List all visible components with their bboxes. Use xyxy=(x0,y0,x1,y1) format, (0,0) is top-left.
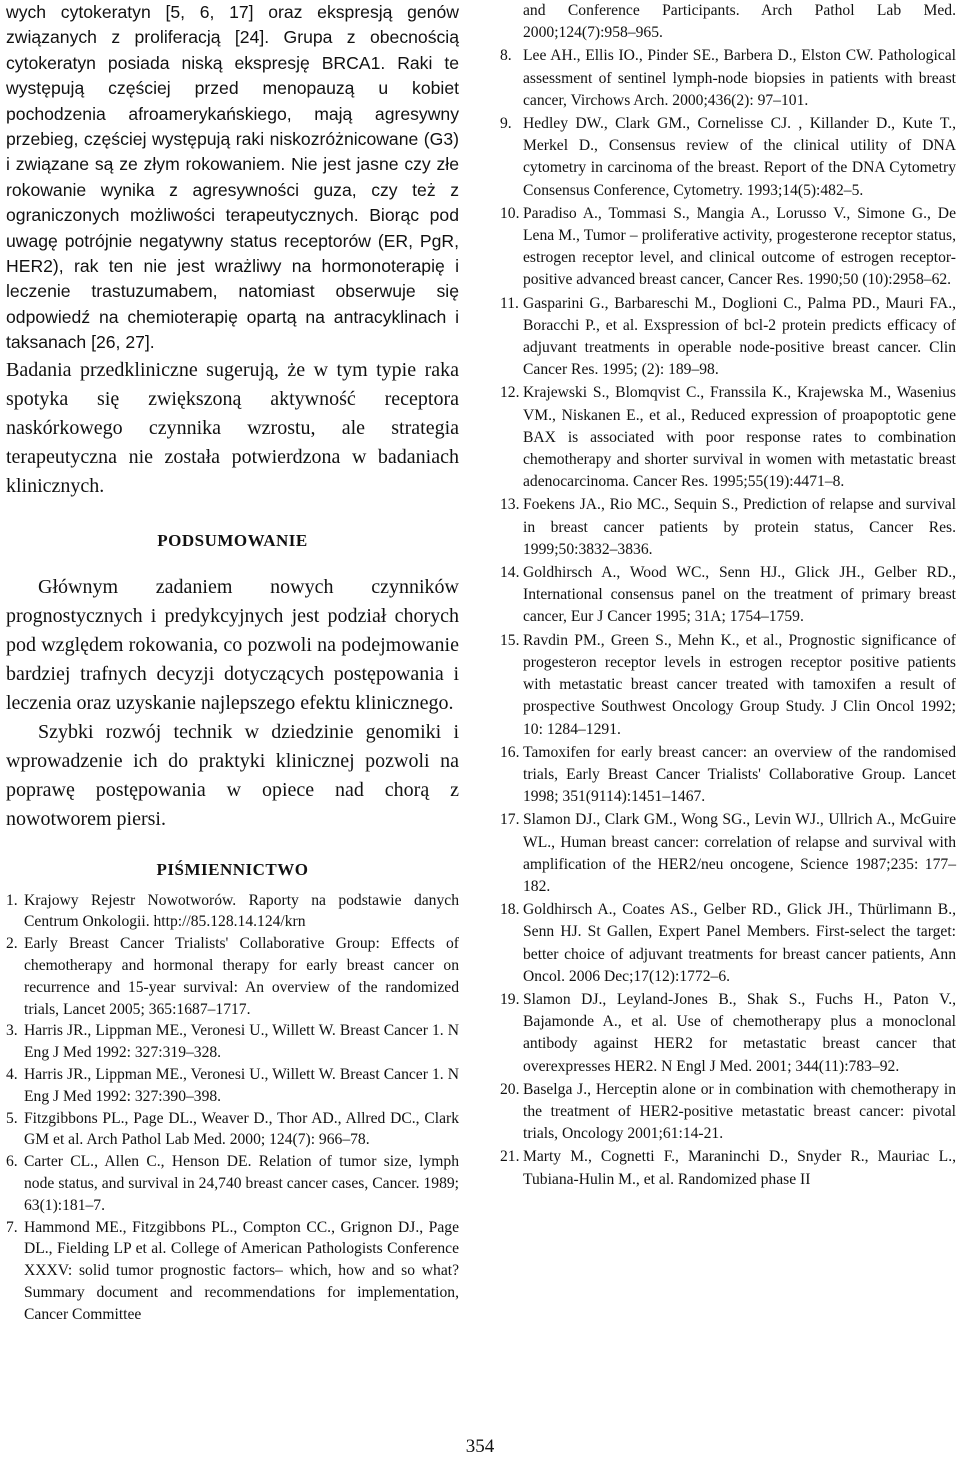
right-column xyxy=(500,0,956,1192)
reference-item xyxy=(500,1079,956,1146)
references-list-left xyxy=(6,890,459,1326)
reference-number: 2. xyxy=(6,935,18,953)
reference-item xyxy=(6,1108,459,1152)
reference-item xyxy=(6,1020,459,1064)
reference-item xyxy=(500,113,956,202)
reference-item xyxy=(500,293,956,382)
reference-number: 10. xyxy=(500,204,520,222)
reference-number: 14. xyxy=(500,564,520,582)
reference-item xyxy=(500,203,956,292)
reference-text: Hedley DW., Clark GM., Cornelisse CJ. , Killander D., Kute T., Merkel D., Consensus review of the clinical utility of DNA cytometry in carcinoma of the breast. Report of the DNA Cytometry Consensus Conference, Cytometry. 1993;14(5):482–5. xyxy=(523,115,956,199)
reference-text: Krajewski S., Blomqvist C., Franssila K., Krajewska M., Wasenius VM., Niskanen E., et al., Reduced expression of proapoptotic gene BAX is associated with poor response rates to combination chemotherapy and shorter survival in women with metastatic breast adenocarcinoma. Cancer Res. 1995;55(19):4471–8. xyxy=(523,384,956,491)
reference-item xyxy=(6,933,459,1020)
reference-number: 13. xyxy=(500,496,520,514)
reference-item xyxy=(500,809,956,898)
reference-text: Slamon DJ., Clark GM., Wong SG., Levin WJ., Ullrich A., McGuire WL., Human breast cancer: correlation of relapse and survival with amplification of the HER2/neu oncogene, Science 1987;235: 177–182. xyxy=(523,811,956,895)
reference-item xyxy=(500,45,956,112)
reference-text: Krajowy Rejestr Nowotworów. Raporty na podstawie danych Centrum Onkologii. http://85.128.14.124/krn xyxy=(24,891,459,931)
reference-item xyxy=(500,630,956,741)
reference-text: Harris JR., Lippman ME., Veronesi U., Willett W. Breast Cancer 1. N Eng J Med 1992: 327:390–398. xyxy=(24,1066,459,1105)
reference-number: 3. xyxy=(6,1022,18,1040)
reference-text: Paradiso A., Tommasi S., Mangia A., Lorusso V., Simone G., De Lena M., Tumor – proliferative activity, progesterone receptor status, estrogen receptor level, and clinical outcome of estrogen receptor-positive advanced breast cancer, Cancer Res. 1990;50 (10):2958–62. xyxy=(523,204,956,289)
left-column xyxy=(6,0,459,1326)
reference-item xyxy=(500,494,956,561)
reference-item xyxy=(500,742,956,809)
reference-text: Fitzgibbons PL., Page DL., Weaver D., Thor AD., Allred DC., Clark GM et al. Arch Pathol Lab Med. 2000; 124(7): 966–78. xyxy=(24,1109,459,1149)
reference-item xyxy=(6,890,459,934)
reference-number: 21. xyxy=(500,1148,520,1166)
reference-text: Goldhirsch A., Wood WC., Senn HJ., Glick JH., Gelber RD., International consensus panel on the treatment of primary breast cancer, Eur J Cancer 1995; 31A; 1754–1759. xyxy=(523,564,956,626)
reference-item xyxy=(6,1151,459,1216)
reference-number: 16. xyxy=(500,743,520,761)
reference-number: 11. xyxy=(500,294,519,312)
reference-text: Foekens JA., Rio MC., Sequin S., Prediction of relapse and survival in breast cancer patients by protein status, Cancer Res. 1999;50:3832–3836. xyxy=(523,496,956,558)
reference-number: 17. xyxy=(500,811,520,829)
reference-number: 20. xyxy=(500,1080,520,1098)
reference-item xyxy=(6,1064,459,1108)
reference-item xyxy=(6,1217,459,1326)
body-paragraph-1: wych cytokeratyn [5, 6, 17] oraz ekspresją genów związanych z proliferacją [24]. Grupa z obecnością cytokeratyn posiada niską ekspresję BRCA1. Raki te występują częściej przed menopauzą u kobiet pochodzenia afroamerykańskiego, mają agresywny przebieg, częściej występują raki niskozróżnicowane (G3) i związane są ze złym rokowaniem. Nie jest jasne czy złe rokowanie wynika z agresywności guza, czy też z ograniczonych możliwości terapeutycznych. Biorąc pod uwagę potrójnie negatywny status receptorów (ER, PgR, HER2), rak ten nie jest wrażliwy na hormonoterapię i leczenie trastuzumabem, natomiast obserwuje się odpowiedź na chemioterapię opartą na antracyklinach i taksanach [26, 27]. xyxy=(6,2,459,353)
reference-item xyxy=(500,562,956,629)
reference-text: Tamoxifen for early breast cancer: an overview of the randomised trials, Early Breast Cancer Trialists' Collaborative Group. Lancet 1998; 351(9114):1451–1467. xyxy=(523,743,956,806)
summary-paragraph-1: Głównym zadaniem nowych czynników prognostycznych i predykcyjnych jest podział chorych pod względem rokowania, co pozwoli na podejmowanie bardziej trafnych decyzji dotyczących postępowania i leczenia oraz uzyskanie najlepszego efektu klinicznego. xyxy=(6,575,459,714)
reference-number: 18. xyxy=(500,901,520,919)
reference-text: Marty M., Cognetti F., Maraninchi D., Snyder R., Mauriac L., Tubiana-Hulin M., et al. Randomized phase II xyxy=(523,1148,956,1188)
reference-number: 8. xyxy=(500,47,512,65)
reference-number: 19. xyxy=(500,990,520,1008)
reference-text: Early Breast Cancer Trialists' Collaborative Group: Effects of chemotherapy and hormonal therapy for early breast cancer on recurrence and 15-year survival: An overview of the randomized trials, Lancet 2005; 365:1687–1717. xyxy=(24,935,459,1018)
reference-number: 5. xyxy=(6,1109,18,1127)
reference-number: 15. xyxy=(500,631,520,649)
reference-text: Gasparini G., Barbareschi M., Doglioni C., Palma PD., Mauri FA., Boracchi P., et al. Exspression of bcl-2 protein predicts efficacy of adjuvant treatments in operable node-positive breast cancer. Clin Cancer Res. 1995; (2): 189–98. xyxy=(523,294,956,379)
summary-paragraph-2: Szybki rozwój technik w dziedzinie genomiki i wprowadzenie ich do praktyki klinicznej pozwoli na poprawę postępowania w opiece nad chorą z nowotworem piersi. xyxy=(6,720,459,830)
reference-text: Harris JR., Lippman ME., Veronesi U., Willett W. Breast Cancer 1. N Eng J Med 1992: 327:319–328. xyxy=(24,1022,459,1062)
reference-number: 1. xyxy=(6,891,18,909)
reference-number: 6. xyxy=(6,1153,18,1171)
reference-number: 4. xyxy=(6,1066,18,1084)
reference-text: Carter CL., Allen C., Henson DE. Relation of tumor size, lymph node status, and survival in 24,740 breast cancer cases, Cancer. 1989; 63(1):181–7. xyxy=(24,1153,459,1214)
reference-item xyxy=(500,382,956,493)
reference-text: Lee AH., Ellis IO., Pinder SE., Barbera D., Elston CW. Pathological assessment of sentinel lymph-node biopsies in patients with breast cancer, Virchows Arch. 2000;436(2): 97–101. xyxy=(523,47,956,109)
reference-text: Baselga J., Herceptin alone or in combination with chemotherapy in the treatment of HER2-positive metastatic breast cancer: pivotal trials, Oncology 2001;61:14-21. xyxy=(523,1080,956,1143)
reference-text: Slamon DJ., Leyland-Jones B., Shak S., Fuchs H., Paton V., Bajamonde A., et al. Use of chemotherapy plus a monoclonal antibody against HER2 for metastatic breast cancer that overexpresses HER2. N Engl J Med. 2001; 344(11):783–92. xyxy=(523,990,956,1075)
reference-item xyxy=(500,899,956,988)
reference-number: 7. xyxy=(6,1218,18,1236)
reference-text: Ravdin PM., Green S., Mehn K., et al., Prognostic significance of progesteron receptor levels in estrogen receptor positive patients with metastatic breast cancer treated with tamoxifen a result of prospective Southwest Oncology Group Study. J Clin Oncol 1992; 10: 1284–1291. xyxy=(523,631,956,738)
reference-item xyxy=(500,1146,956,1190)
reference-number: 9. xyxy=(500,115,512,133)
reference-continuation: and Conference Participants. Arch Pathol Lab Med. 2000;124(7):958–965. xyxy=(523,2,956,42)
summary-heading: PODSUMOWANIE xyxy=(157,530,308,550)
reference-item xyxy=(500,989,956,1078)
reference-text: Hammond ME., Fitzgibbons PL., Compton CC., Grignon DJ., Page DL., Fielding LP et al. College of American Pathologists Conference XXXV: solid tumor prognostic factors– which, how and so what? Summary document and recommendations for implementation, Cancer Committee xyxy=(24,1218,459,1323)
reference-number: 12. xyxy=(500,384,520,402)
page-number: 354 xyxy=(465,1436,495,1457)
body-paragraph-2: Badania przedkliniczne sugerują, że w tym typie raka spotyka się zwiększoną aktywność receptora naskórkowego czynnika wzrostu, ale strategia terapeutyczna nie została potwierdzona w badaniach klinicznych. xyxy=(6,358,459,497)
references-heading: PIŚMIENNICTWO xyxy=(156,859,309,879)
reference-text: Goldhirsch A., Coates AS., Gelber RD., Glick JH., Thürlimann B., Senn HJ. St Gallen, Expert Panel Members. First-select the target: better choice of adjuvant treatments for breast cancer patients, Ann Oncol. 2006 Dec;17(12):1772–6. xyxy=(523,901,956,985)
